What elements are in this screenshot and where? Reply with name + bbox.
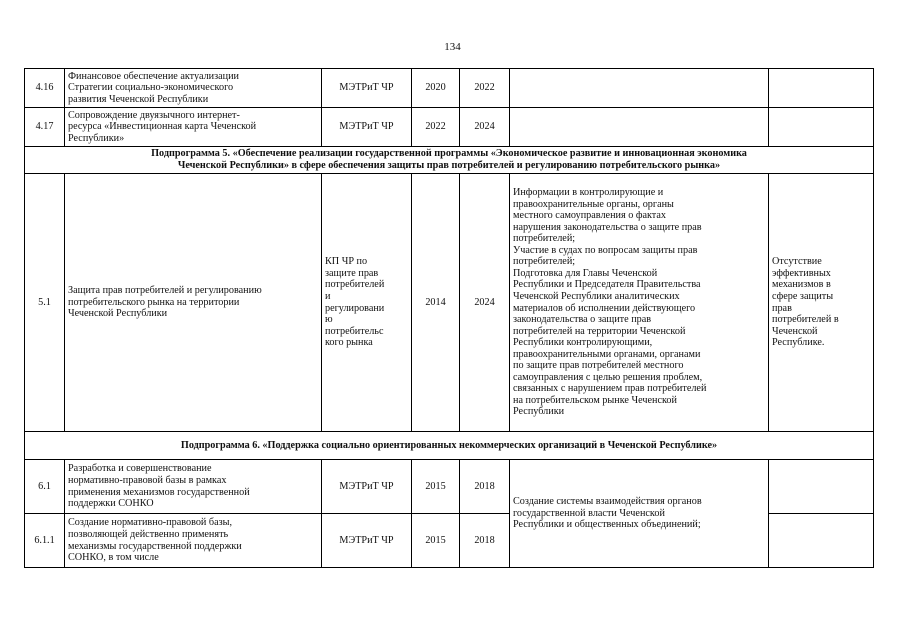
problem: [769, 514, 874, 568]
measure-name: Сопровождение двуязычного интернет- ресурса «Инвестиционная карта Чеченской Республики»: [65, 108, 322, 147]
table-row: [25, 174, 874, 432]
end-year: 2018: [460, 514, 510, 568]
table-row: [25, 460, 874, 514]
start-year: 2015: [412, 514, 460, 568]
problem: [769, 69, 874, 108]
end-year: 2024: [460, 174, 510, 432]
problem: Отсутствие эффективных механизмов в сфере защиты прав потребителей в Чеченской Республике.: [769, 174, 874, 432]
end-year: 2024: [460, 108, 510, 147]
program-table: [24, 68, 874, 568]
end-year: 2018: [460, 460, 510, 514]
row-number: 4.16: [25, 69, 65, 108]
row-number: 6.1.1: [25, 514, 65, 568]
subprogram-header-row: [25, 432, 874, 460]
page-number: 134: [444, 41, 461, 53]
measure-name: Защита прав потребителей и регулированию потребительского рынка на территории Чеченской Республики: [65, 174, 322, 432]
subprogram-5-title: Подпрограмма 5. «Обеспечение реализации государственной программы «Экономическое развитие и инновационная экономика Чеченской Республики» в сфере обеспечения защиты прав потребителей и регулированию потребительского рынка»: [25, 147, 874, 174]
executor: МЭТРиТ ЧР: [322, 514, 412, 568]
subprogram-6-title: Подпрограмма 6. «Поддержка социально ориентированных некоммерческих организаций в Чеченской Республике»: [25, 432, 874, 460]
table-row: [25, 69, 874, 108]
measure-name: Разработка и совершенствование нормативно-правовой базы в рамках применения механизмов государственной поддержки СОНКО: [65, 460, 322, 514]
expected-result: Создание системы взаимодействия органов государственной власти Чеченской Республики и общественных объединений;: [510, 460, 769, 568]
expected-result: Информации в контролирующие и правоохранительные органы, органы местного самоуправления о фактах нарушения законодательства о защите прав потребителей; Участие в судах по вопросам защиты прав потребителей; Подготовка для Главы Чеченской Республики и Председателя Правительства Чеченской Республики аналитических материалов об исполнении действующего законодательства о защите прав потребителей на территории Чеченской Республики контролирующими, правоохранительными органами, органами по защите прав потребителей местного самоуправления с целью решения проблем, связанных с нарушением прав потребителей на потребительском рынке Чеченской Республики: [510, 174, 769, 432]
row-number: 4.17: [25, 108, 65, 147]
measure-name: Финансовое обеспечение актуализации Стратегии социально-экономического развития Чеченской Республики: [65, 69, 322, 108]
subprogram-header-row: [25, 147, 874, 174]
executor: КП ЧР по защите прав потребителей и регулировани ю потребительс кого рынка: [322, 174, 412, 432]
problem: [769, 460, 874, 514]
problem: [769, 108, 874, 147]
expected-result: [510, 69, 769, 108]
expected-result: [510, 108, 769, 147]
row-number: 6.1: [25, 460, 65, 514]
executor: МЭТРиТ ЧР: [322, 69, 412, 108]
row-number: 5.1: [25, 174, 65, 432]
end-year: 2022: [460, 69, 510, 108]
start-year: 2020: [412, 69, 460, 108]
start-year: 2022: [412, 108, 460, 147]
measure-name: Создание нормативно-правовой базы, позволяющей действенно применять механизмы государственной поддержки СОНКО, в том числе: [65, 514, 322, 568]
start-year: 2015: [412, 460, 460, 514]
executor: МЭТРиТ ЧР: [322, 108, 412, 147]
executor: МЭТРиТ ЧР: [322, 460, 412, 514]
start-year: 2014: [412, 174, 460, 432]
table-row: [25, 108, 874, 147]
